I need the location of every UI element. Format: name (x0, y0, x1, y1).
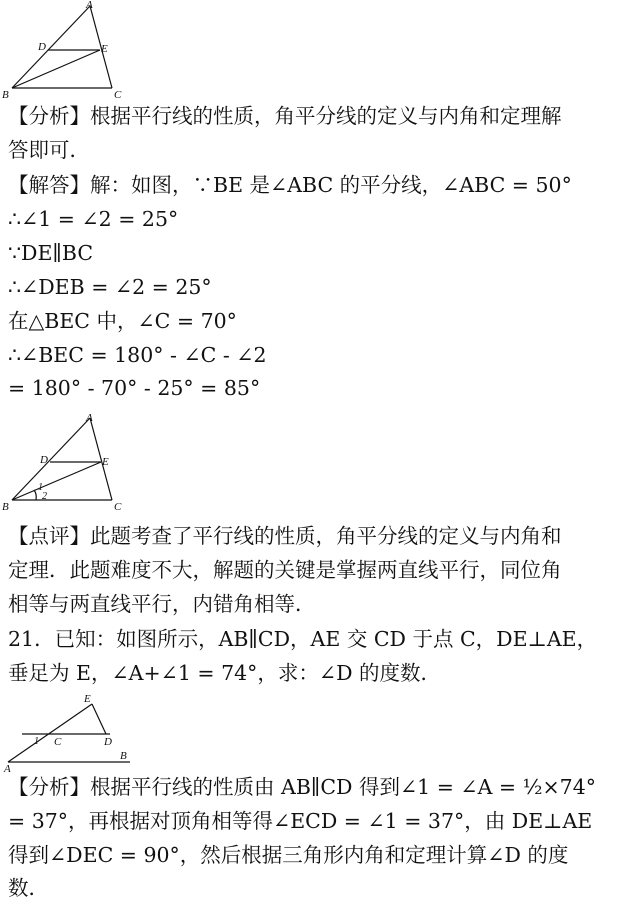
text-line: 相等与两直线平行，内错角相等． (8, 592, 316, 616)
text-line: 在△BEC 中，∠C = 70° (8, 309, 237, 333)
label-d: D (38, 41, 46, 53)
label-d: D (40, 454, 48, 466)
label-a: A (4, 763, 11, 775)
label-b: B (2, 501, 9, 513)
angle-1-label: 1 (34, 736, 39, 747)
label-e: E (101, 43, 108, 55)
text-line: 【解答】解：如图，∵BE 是∠ABC 的平分线，∠ABC = 50° (8, 173, 572, 197)
triangle-figure-2 (0, 410, 140, 515)
text-line: 数． (8, 876, 49, 900)
label-b: B (2, 89, 9, 100)
text-line: 【分析】根据平行线的性质由 AB∥CD 得到∠1 = ∠A = ½×74° (8, 775, 596, 799)
text-line: ∴∠DEB = ∠2 = 25° (8, 275, 212, 299)
text-line: 【点评】此题考查了平行线的性质，角平分线的定义与内角和 (8, 524, 562, 548)
label-c: C (114, 501, 122, 513)
text-line: 得到∠DEC = 90°，然后根据三角形内角和定理计算∠D 的度 (8, 843, 569, 867)
label-a: A (86, 0, 93, 11)
label-a: A (86, 412, 93, 424)
text-line: ∴∠1 = ∠2 = 25° (8, 207, 179, 231)
text-line: ∴∠BEC = 180° - ∠C - ∠2 (8, 343, 267, 367)
text-line: ∵DE∥BC (8, 241, 94, 265)
angle-2-label: 2 (42, 491, 47, 502)
text-line: 定理．此题难度不大，解题的关键是掌握两直线平行，同位角 (8, 558, 562, 582)
text-line: 21．已知：如图所示，AB∥CD，AE 交 CD 于点 C，DE⊥AE， (8, 627, 598, 651)
label-c: C (114, 89, 122, 100)
label-d: D (104, 736, 112, 748)
text-line: 【分析】根据平行线的性质，角平分线的定义与内角和定理解 (8, 104, 562, 128)
text-line: = 180° - 70° - 25° = 85° (8, 376, 261, 400)
parallel-lines-figure-3 (0, 690, 150, 775)
label-b: B (120, 750, 127, 762)
text-line: = 37°，再根据对顶角相等得∠ECD = ∠1 = 37°，由 DE⊥AE (8, 809, 593, 833)
text-line: 垂足为 E，∠A+∠1 = 74°，求：∠D 的度数． (8, 661, 442, 685)
text-line: 答即可． (8, 138, 90, 162)
triangle-figure-1 (0, 0, 140, 100)
label-c: C (54, 736, 62, 748)
label-e: E (84, 693, 91, 705)
label-e: E (102, 456, 109, 468)
angle-1-label: 1 (38, 482, 43, 493)
